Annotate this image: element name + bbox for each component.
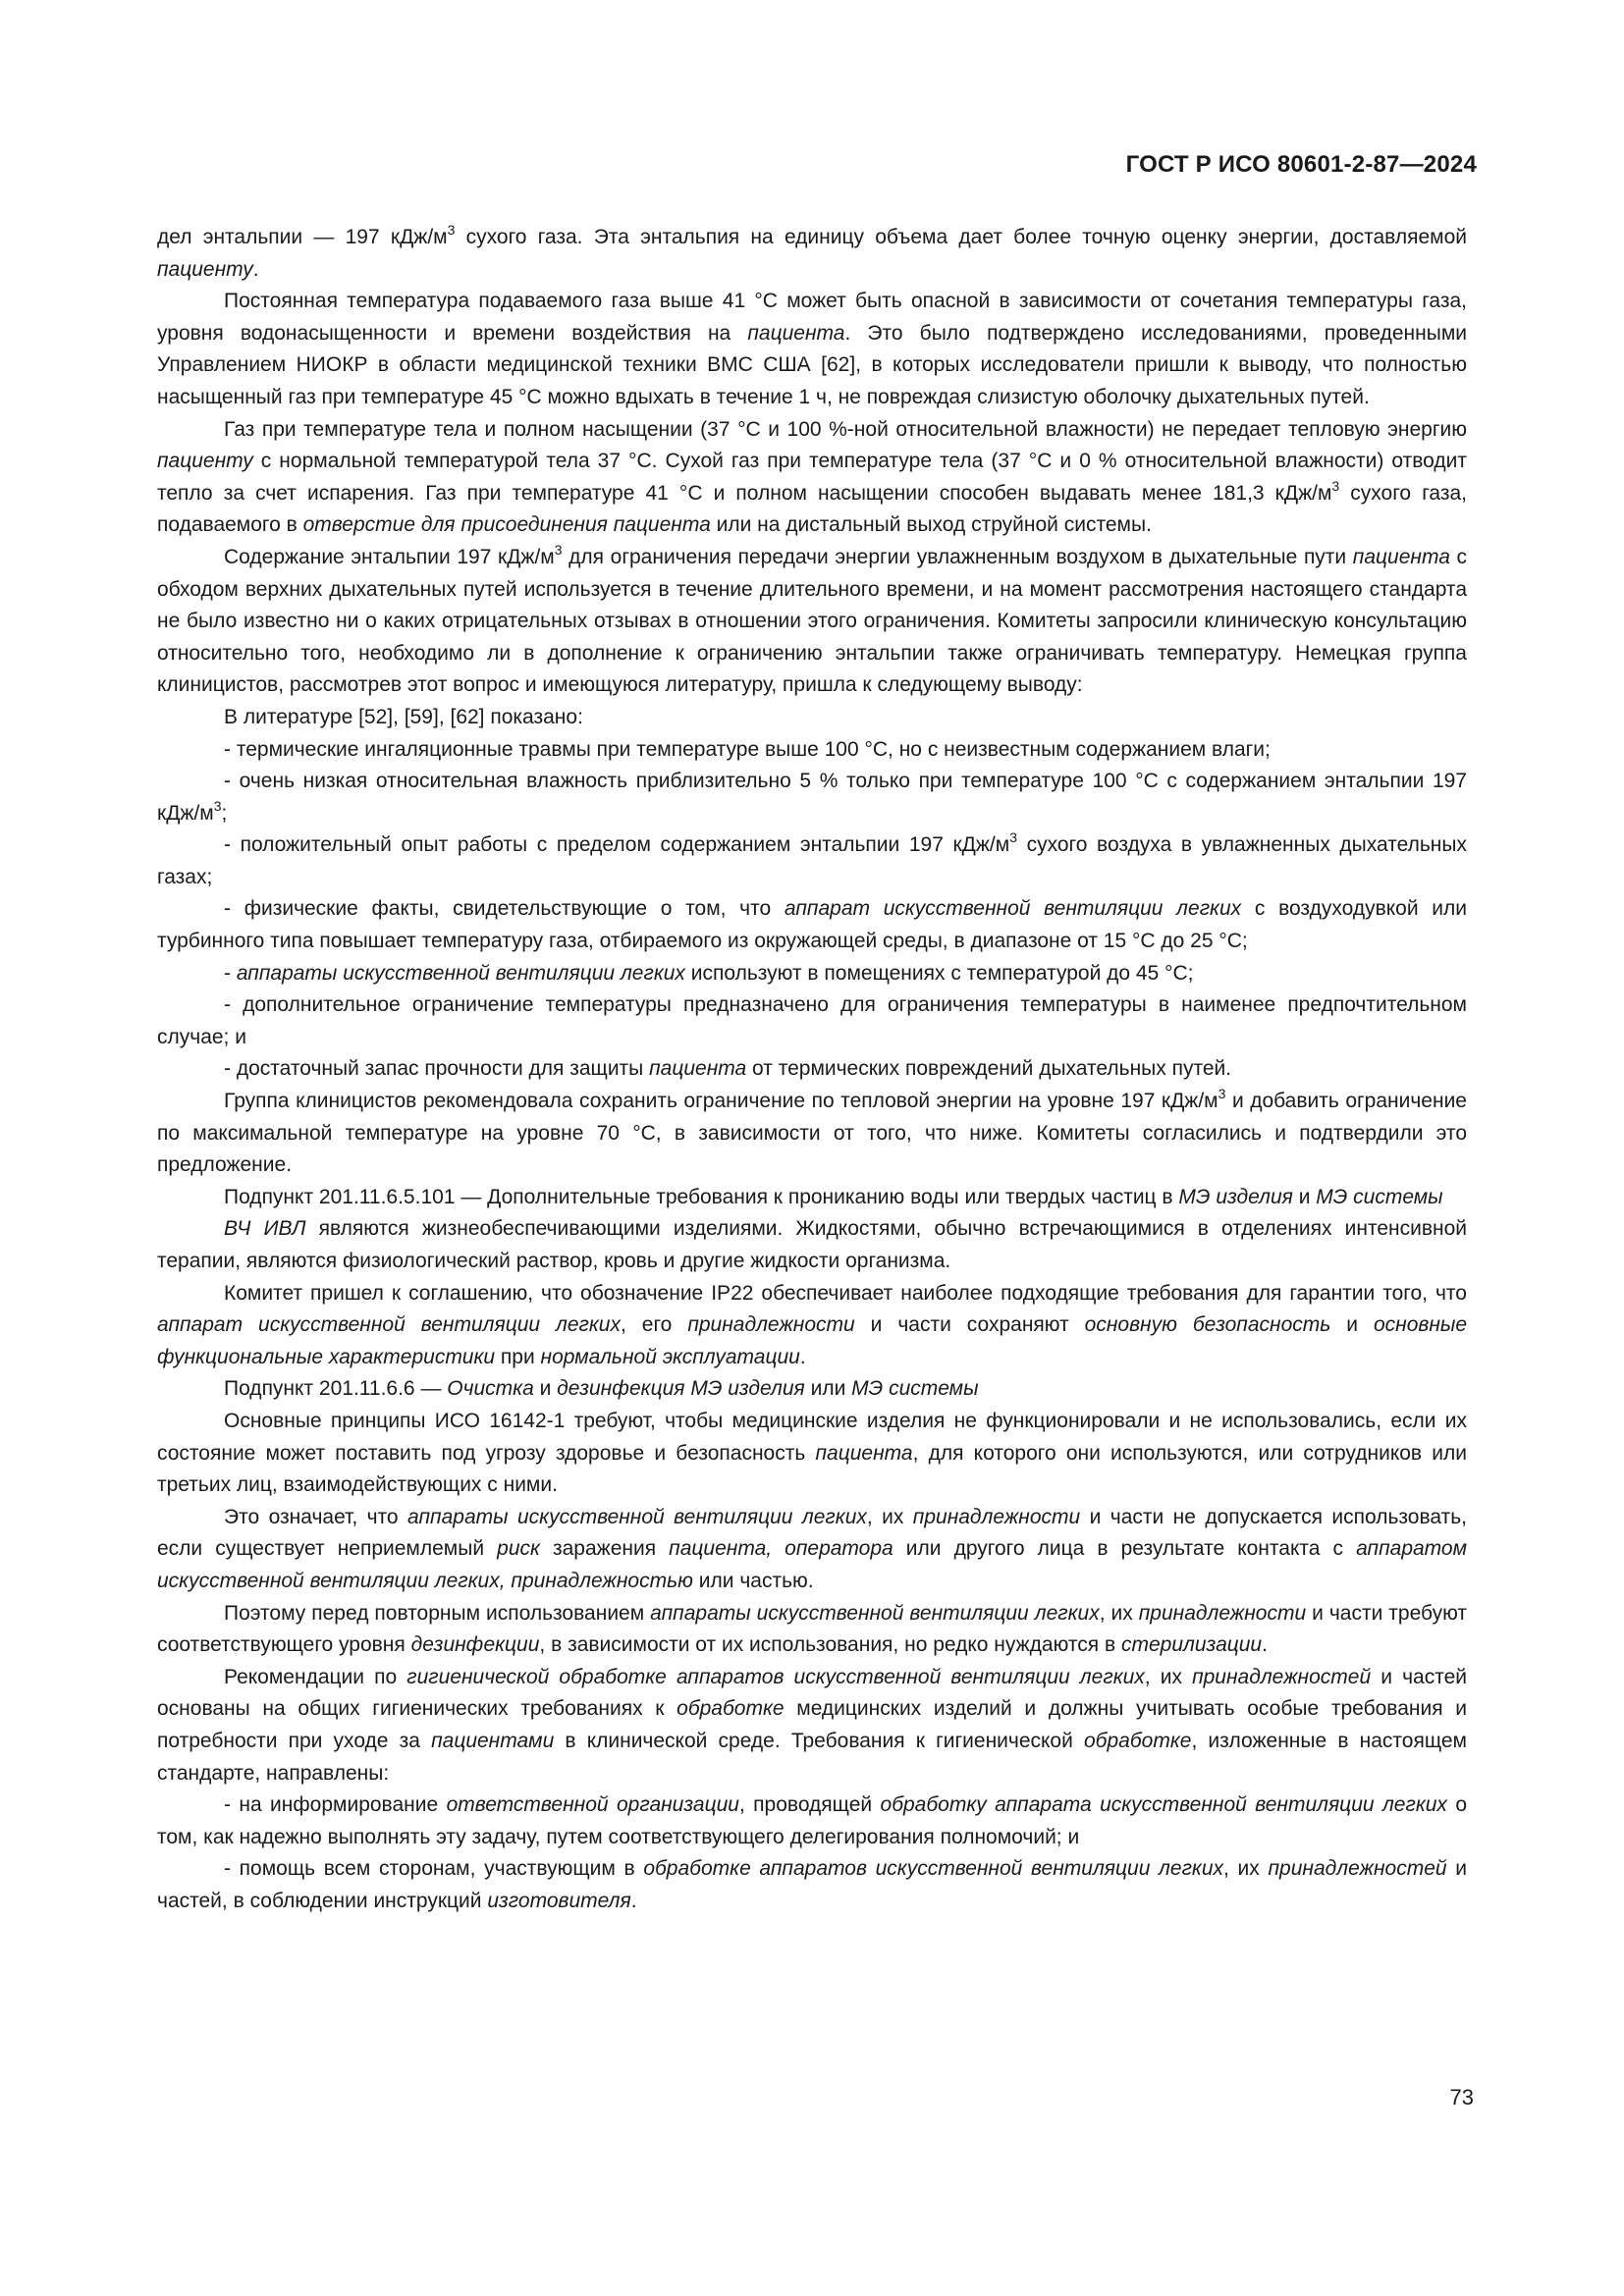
- italic-term: ответственной организации: [446, 1793, 739, 1817]
- text-run: - на информирование: [224, 1793, 447, 1817]
- superscript: 3: [1218, 1086, 1226, 1102]
- text-run: , их: [1223, 1857, 1269, 1881]
- italic-term: МЭ системы: [1316, 1185, 1443, 1208]
- text-run: ;: [221, 801, 228, 825]
- text-run: и: [1292, 1185, 1317, 1208]
- paragraph: [157, 542, 1467, 702]
- text-run: о том, как надежно выполнять эту задачу, путем соответствующего делегирования полномочий; и: [157, 1793, 1467, 1848]
- text-run: .: [799, 1345, 806, 1368]
- text-run: с нормальной температурой тела 37 °С. Сухой газ при температуре тела (37 °С и 0 % относительной влажности) отводит тепло за счет испарения. Газ при температуре 41 °С и полном насыщении способен выдавать менее 181,3 кДж/м: [157, 450, 1467, 505]
- text-run: Газ при температуре тела и полном насыщении (37 °С и 100 %-ной относительной влажности) не передает тепловую энергию: [224, 417, 1467, 441]
- text-run: или: [804, 1377, 852, 1401]
- italic-term: аппарат искусственной вентиляции легких: [784, 897, 1242, 921]
- text-run: - термические ингаляционные травмы при температуре выше 100 °С, но с неизвестным содержанием влаги;: [224, 737, 1271, 761]
- paragraph: [157, 1053, 1467, 1086]
- text-run: -: [224, 961, 237, 985]
- italic-term: пациенту: [157, 450, 253, 473]
- text-run: при: [495, 1345, 541, 1368]
- text-run: , их: [1099, 1601, 1139, 1625]
- text-run: , его: [621, 1313, 688, 1337]
- italic-term: аппараты искусственной вентиляции легких: [236, 961, 685, 985]
- text-run: заражения: [539, 1537, 670, 1561]
- text-run: и: [1330, 1313, 1374, 1337]
- text-run: и части требуют соответствующего уровня: [157, 1601, 1468, 1657]
- text-run: - дополнительное ограничение температуры предназначено для ограничения температуры в наименее предпочтительном случае; и: [157, 993, 1467, 1048]
- text-run: медицинских изделий и должны учитывать особые требования и потребности при уходе за: [157, 1697, 1467, 1752]
- text-run: .: [630, 1889, 637, 1912]
- italic-term: МЭ системы: [851, 1377, 979, 1401]
- paragraph: [157, 1853, 1467, 1917]
- text-run: Постоянная температура подаваемого газа выше 41 °С может быть опасной в зависимости от сочетания температуры газа, уровня водонасыщенности и времени воздействия на: [157, 290, 1467, 345]
- paragraph: [157, 286, 1467, 413]
- italic-term: пациента, оператора: [669, 1537, 893, 1561]
- text-run: дел энтальпии — 197 кДж/м: [157, 226, 448, 248]
- paragraph: [157, 1789, 1467, 1853]
- text-run: являются жизнеобеспечивающими изделиями. Жидкостями, обычно встречающимися в отделениях интенсивной терапии, являются физиологический раствор, кровь и другие жидкости организма.: [157, 1217, 1467, 1272]
- text-run: - достаточный запас прочности для защиты: [224, 1057, 650, 1081]
- text-run: В литературе [52], [59], [62] показано:: [224, 705, 583, 728]
- italic-term: дезинфекция МЭ изделия: [557, 1377, 805, 1401]
- text-run: Основные принципы ИСО 16142-1 требуют, чтобы медицинские изделия не функционировали и не использовались, если их состояние может поставить под угрозу здоровье и безопасность: [157, 1409, 1467, 1465]
- superscript: 3: [213, 797, 222, 814]
- italic-term: обработке: [1084, 1729, 1192, 1752]
- paragraph: [157, 414, 1467, 542]
- superscript: 3: [1009, 829, 1018, 846]
- document-code-header: ГОСТ Р ИСО 80601-2-87—2024: [1125, 151, 1477, 178]
- text-run: сухого воздуха в увлажненных дыхательных газах;: [157, 833, 1467, 888]
- text-run: - помощь всем сторонам, участвующим в: [224, 1857, 644, 1881]
- text-run: Содержание энтальпии 197 кДж/м: [224, 545, 555, 568]
- text-run: Это означает, что: [224, 1505, 408, 1528]
- paragraph: [157, 766, 1467, 829]
- text-run: , изложенные в настоящем стандарте, направлены:: [157, 1729, 1467, 1785]
- text-run: и добавить ограничение по максимальной температуре на уровне 70 °С, в зависимости от того, что ниже. Комитеты согласились и подтвердили это предложение.: [157, 1090, 1467, 1177]
- text-run: или частью.: [692, 1569, 814, 1592]
- paragraph: [157, 1086, 1467, 1182]
- text-run: .: [1262, 1633, 1268, 1657]
- italic-term: гигиенической обработке аппаратов искусственной вентиляции легких: [406, 1665, 1145, 1688]
- italic-term: пациента: [815, 1441, 913, 1465]
- text-run: - очень низкая относительная влажность приблизительно 5 % только при температуре 100 °С с содержанием энтальпии 197 кДж/м: [157, 770, 1467, 825]
- italic-term: дезинфекции: [410, 1633, 540, 1657]
- italic-term: изготовителя: [487, 1889, 631, 1912]
- text-run: и части не допускается использовать, если существует неприемлемый: [157, 1505, 1468, 1561]
- italic-term: принадлежности: [912, 1505, 1081, 1528]
- italic-term: риск: [497, 1537, 540, 1561]
- text-run: сухого газа, подаваемого в: [157, 481, 1467, 537]
- paragraph: [157, 1213, 1467, 1277]
- superscript: 3: [554, 541, 563, 558]
- page-number: 73: [1449, 2085, 1474, 2109]
- text-run: , проводящей: [738, 1793, 881, 1817]
- paragraph: [157, 1278, 1467, 1374]
- text-run: .: [252, 257, 259, 281]
- italic-term: отверстие для присоединения пациента: [302, 513, 711, 537]
- text-run: или на дистальный выход струйной системы.: [710, 513, 1152, 537]
- italic-term: принадлежности: [687, 1313, 855, 1337]
- document-body: [157, 222, 1467, 1917]
- italic-term: Очистка: [447, 1377, 534, 1401]
- italic-term: пациентами: [431, 1729, 555, 1752]
- text-run: с воздуходувкой или турбинного типа повышает температуру газа, отбираемого из окружающей среды, в диапазоне от 15 °С до 25 °С;: [157, 897, 1467, 953]
- text-run: от термических повреждений дыхательных путей.: [746, 1057, 1232, 1081]
- text-run: - физические факты, свидетельствующие о том, что: [224, 897, 785, 921]
- paragraph: [157, 1502, 1467, 1598]
- text-run: , их: [866, 1505, 913, 1528]
- italic-term: принадлежностей: [1192, 1665, 1372, 1688]
- italic-term: аппараты искусственной вентиляции легких: [407, 1505, 867, 1528]
- paragraph: [157, 893, 1467, 957]
- paragraph: [157, 958, 1467, 990]
- text-run: Подпункт 201.11.6.6 —: [224, 1377, 448, 1401]
- italic-term: обработке: [677, 1697, 785, 1721]
- text-run: . Это было подтверждено исследованиями, проведенными Управлением НИОКР в области медицинской техники ВМС США [62], в которых исследователи пришли к выводу, что полностью насыщенный газ при температуре 45 °С можно вдыхать в течение 1 ч, не повреждая слизистую оболочку дыхательных путей.: [157, 321, 1467, 408]
- text-run: используют в помещениях с температурой до 45 °С;: [684, 961, 1194, 985]
- paragraph: [157, 829, 1467, 893]
- italic-term: основную безопасность: [1084, 1313, 1331, 1337]
- text-run: или другого лица в результате контакта с: [893, 1537, 1357, 1561]
- text-run: Группа клиницистов рекомендовала сохранить ограничение по тепловой энергии на уровне 197 кДж/м: [224, 1090, 1218, 1113]
- italic-term: пациента: [649, 1057, 747, 1081]
- paragraph: [157, 1182, 1467, 1214]
- text-run: - положительный опыт работы с пределом содержанием энтальпии 197 кДж/м: [224, 833, 1010, 857]
- text-run: в клинической среде. Требования к гигиенической: [554, 1729, 1084, 1752]
- text-run: сухого газа. Эта энтальпия на единицу объема дает более точную оценку энергии, доставляемой: [455, 226, 1468, 248]
- paragraph: [157, 702, 1467, 734]
- italic-term: аппараты искусственной вентиляции легких: [650, 1601, 1100, 1625]
- text-run: , для которого они используются, или сотрудников или третьих лиц, взаимодействующих с ними.: [157, 1441, 1467, 1497]
- italic-term: принадлежности: [1138, 1601, 1307, 1625]
- paragraph: [157, 989, 1467, 1053]
- paragraph: [157, 1598, 1467, 1662]
- italic-term: аппарат искусственной вентиляции легких: [157, 1313, 621, 1337]
- superscript: 3: [1331, 477, 1340, 494]
- italic-term: пациента: [747, 321, 845, 345]
- italic-term: обработке аппаратов искусственной вентиляции легких: [643, 1857, 1224, 1881]
- italic-term: обработку аппарата искусственной вентиляции легких: [880, 1793, 1447, 1817]
- paragraph: [157, 734, 1467, 767]
- paragraph: [157, 222, 1467, 286]
- text-run: Комитет пришел к соглашению, что обозначение IP22 обеспечивает наиболее подходящие требования для гарантии того, что: [224, 1281, 1467, 1305]
- text-run: , в зависимости от их использования, но редко нуждаются в: [539, 1633, 1121, 1657]
- text-run: и частей, в соблюдении инструкций: [157, 1857, 1467, 1912]
- italic-term: пациента: [1352, 545, 1450, 568]
- text-run: и: [533, 1377, 558, 1401]
- italic-term: пациенту: [157, 257, 253, 281]
- paragraph: [157, 1406, 1467, 1502]
- italic-term: основные функциональные характеристики: [157, 1313, 1468, 1368]
- text-run: с обходом верхних дыхательных путей используется в течение длительного времени, и на момент рассмотрения настоящего стандарта не было известно ни о каких отрицательных отзывах в отношении этого ограничения. Комитеты запросили клиническую консультацию относительно того, необходимо ли в дополнение к ограничению энтальпии также ограничивать температуру. Немецкая группа клиницистов, рассмотрев этот вопрос и имеющуюся литературу, пришла к следующему выводу:: [157, 545, 1467, 697]
- text-run: и частей основаны на общих гигиенических требованиях к: [157, 1665, 1467, 1721]
- italic-term: нормальной эксплуатации: [540, 1345, 800, 1368]
- paragraph: [157, 1662, 1467, 1789]
- text-run: , их: [1144, 1665, 1193, 1688]
- text-run: для ограничения передачи энергии увлажненным воздухом в дыхательные пути: [562, 545, 1353, 568]
- text-run: и части сохраняют: [854, 1313, 1085, 1337]
- paragraph: [157, 1373, 1467, 1406]
- text-run: Поэтому перед повторным использованием: [224, 1601, 651, 1625]
- italic-term: аппаратом искусственной вентиляции легких, принадлежностью: [157, 1537, 1468, 1592]
- text-run: Рекомендации по: [224, 1665, 407, 1688]
- italic-term: ВЧ ИВЛ: [224, 1217, 306, 1241]
- italic-term: стерилизации: [1120, 1633, 1263, 1657]
- superscript: 3: [447, 222, 456, 238]
- italic-term: МЭ изделия: [1178, 1185, 1293, 1208]
- italic-term: принадлежностей: [1268, 1857, 1447, 1881]
- text-run: Подпункт 201.11.6.5.101 — Дополнительные требования к прониканию воды или твердых частиц в: [224, 1185, 1179, 1208]
